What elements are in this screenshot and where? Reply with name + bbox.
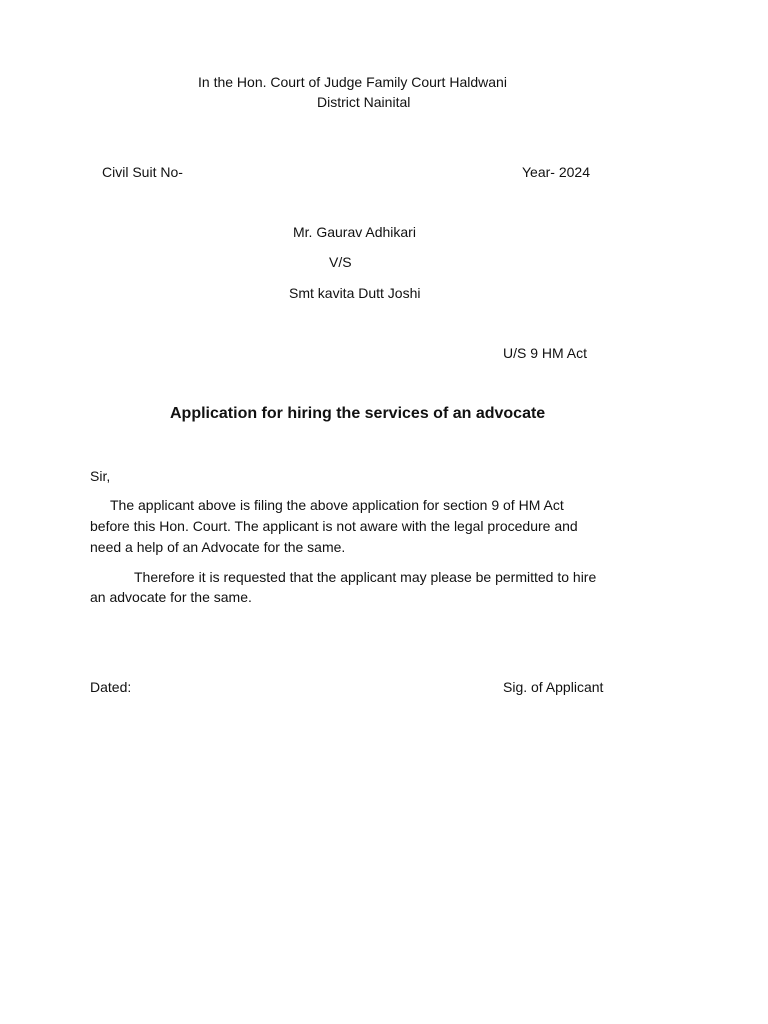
salutation: Sir,	[90, 468, 111, 484]
application-title: Application for hiring the services of an advocate	[170, 405, 546, 422]
petitioner-name: Mr. Gaurav Adhikari	[293, 224, 416, 240]
year-label: Year- 2024	[522, 164, 590, 180]
versus-label: V/S	[329, 254, 352, 270]
civil-suit-label: Civil Suit No-	[102, 164, 183, 180]
paragraph-1-line-1: The applicant above is filing the above application for section 9 of HM Act	[110, 497, 564, 513]
court-heading: In the Hon. Court of Judge Family Court Haldwani	[198, 74, 507, 90]
signature-label: Sig. of Applicant	[503, 679, 604, 695]
dated-label: Dated:	[90, 679, 132, 695]
respondent-name: Smt kavita Dutt Joshi	[289, 285, 421, 301]
paragraph-1-line-3: need a help of an Advocate for the same.	[90, 539, 346, 555]
paragraph-2-line-1: Therefore it is requested that the applicant may please be permitted to hire	[134, 569, 597, 585]
paragraph-1-line-2: before this Hon. Court. The applicant is not aware with the legal procedure and	[90, 518, 578, 534]
paragraph-2-line-2: an advocate for the same.	[90, 589, 252, 605]
section-reference: U/S 9 HM Act	[503, 345, 588, 361]
district-heading: District Nainital	[317, 94, 411, 110]
